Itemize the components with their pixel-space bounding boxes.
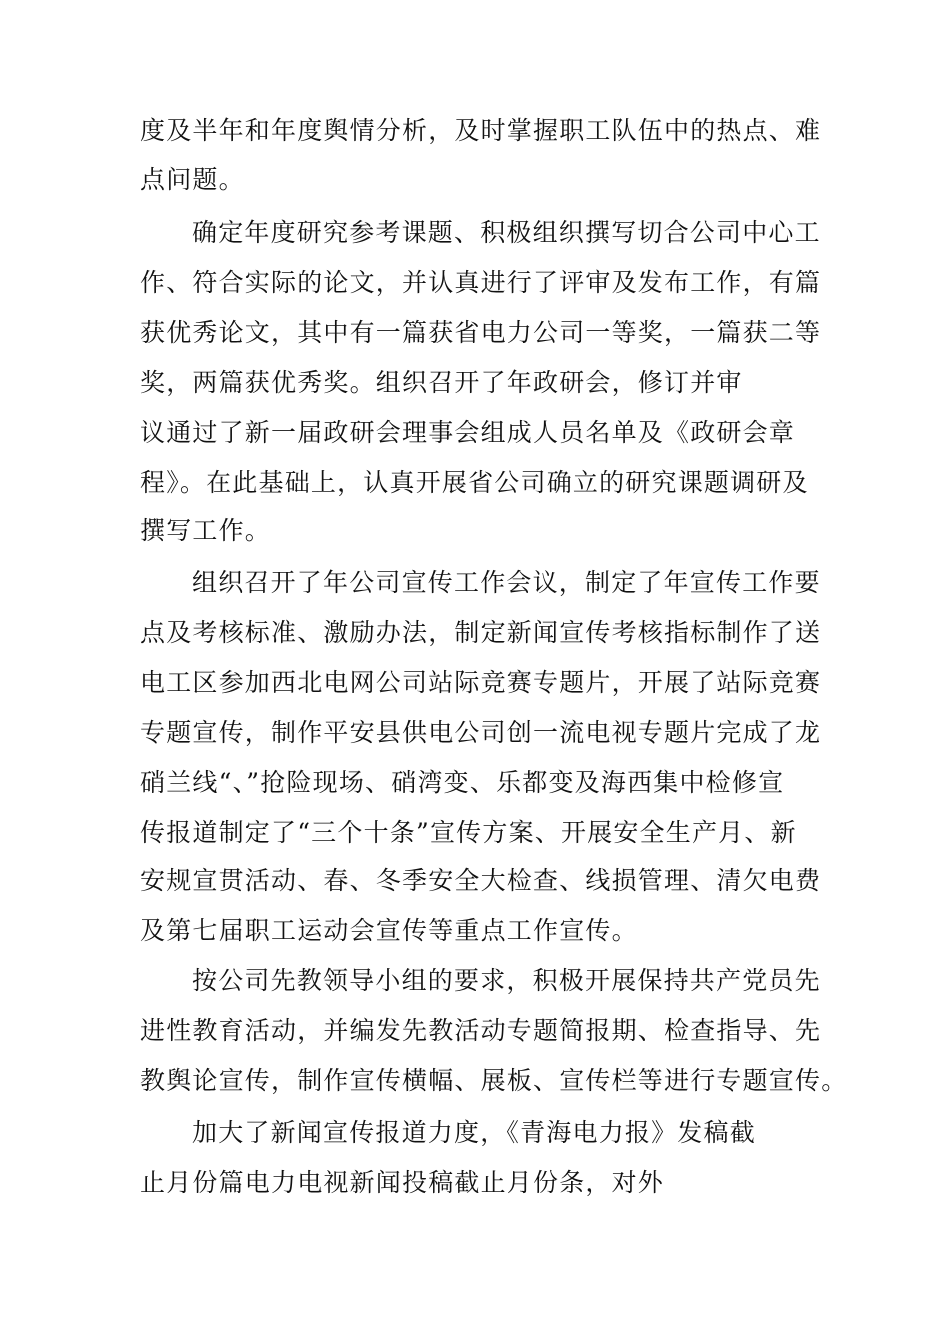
paragraph-3-line-3: 电工区参加西北电网公司站际竞赛专题片，开展了站际竞赛 (140, 668, 822, 697)
paragraph-4-line-1: 按公司先教领导小组的要求，积极开展保持共产党员先 (192, 966, 821, 995)
paragraph-5-line-2: 止月份篇电力电视新闻投稿截止月份条，对外 (140, 1168, 665, 1197)
paragraph-3-line-1: 组织召开了年公司宣传工作会议，制定了年宣传工作要 (192, 568, 821, 597)
paragraph-2-line-2: 作、符合实际的论文，并认真进行了评审及发布工作，有篇 (140, 268, 822, 297)
paragraph-3-line-5: 硝兰线“、”抢险现场、硝湾变、乐都变及海西集中检修宣 (140, 768, 785, 797)
paragraph-2-line-5: 议通过了新一届政研会理事会组成人员名单及《政研会章 (140, 418, 796, 447)
paragraph-3-line-6: 传报道制定了“三个十条”宣传方案、开展安全生产月、新 (140, 818, 797, 847)
paragraph-2-line-4: 奖，两篇获优秀奖。组织召开了年政研会，修订并审 (140, 368, 743, 397)
paragraph-3-line-8: 及第七届职工运动会宣传等重点工作宣传。 (140, 916, 638, 945)
paragraph-4-line-2: 进性教育活动，并编发先教活动专题简报期、检查指导、先 (140, 1016, 822, 1045)
paragraph-5-line-1: 加大了新闻宣传报道力度，《青海电力报》发稿截 (192, 1118, 756, 1147)
paragraph-2-line-3: 获优秀论文，其中有一篇获省电力公司一等奖，一篇获二等 (140, 318, 822, 347)
paragraph-2-line-7: 撰写工作。 (140, 516, 272, 545)
paragraph-4-line-3: 教舆论宣传，制作宣传横幅、展板、宣传栏等进行专题宣传。 (140, 1066, 848, 1095)
paragraph-1-line-2: 点问题。 (140, 165, 245, 194)
paragraph-1-line-1: 度及半年和年度舆情分析，及时掌握职工队伍中的热点、难 (140, 116, 822, 145)
paragraph-3-line-2: 点及考核标准、激励办法，制定新闻宣传考核指标制作了送 (140, 618, 822, 647)
paragraph-2-line-1: 确定年度研究参考课题、积极组织撰写切合公司中心工 (192, 218, 821, 247)
paragraph-2-line-6: 程》。在此基础上，认真开展省公司确立的研究课题调研及 (140, 468, 809, 497)
paragraph-3-line-7: 安规宣贯活动、春、冬季安全大检查、线损管理、清欠电费 (140, 866, 822, 895)
paragraph-3-line-4: 专题宣传，制作平安县供电公司创一流电视专题片完成了龙 (140, 718, 822, 747)
